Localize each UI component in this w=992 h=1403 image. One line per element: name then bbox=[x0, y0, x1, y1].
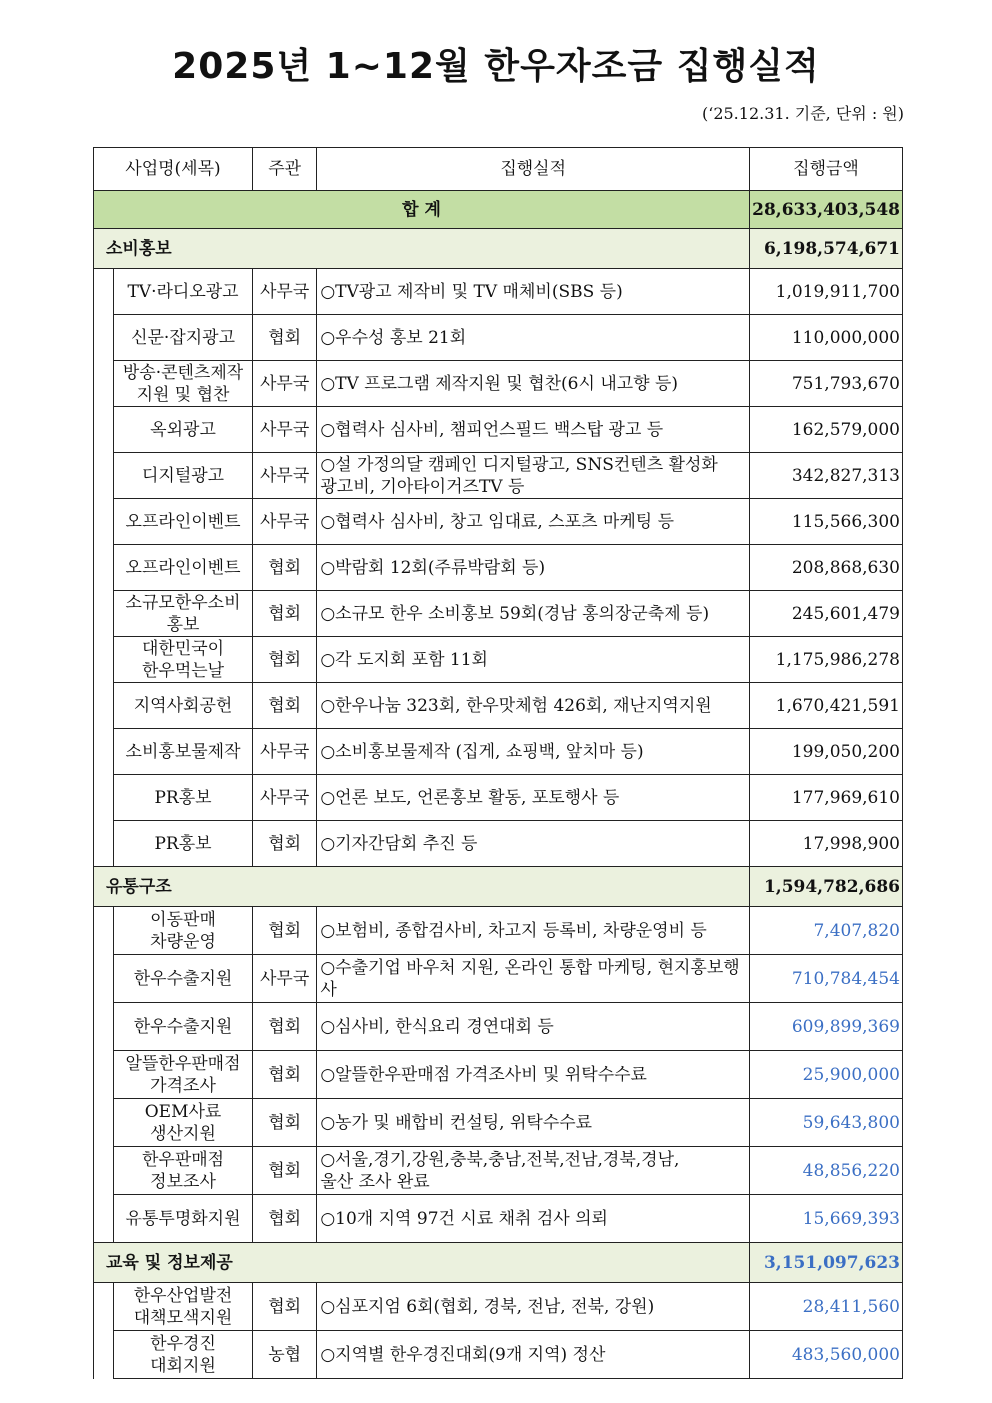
category-row bbox=[94, 867, 903, 907]
item-org: 협회 bbox=[252, 1099, 316, 1147]
item-amount: 1,175,986,278 bbox=[750, 637, 903, 683]
table-row bbox=[94, 1051, 903, 1099]
item-name: 옥외광고 bbox=[114, 407, 253, 453]
table-row bbox=[94, 591, 903, 637]
table-row bbox=[94, 683, 903, 729]
item-desc: ○TV 프로그램 제작지원 및 협찬(6시 내고향 등) bbox=[317, 361, 750, 407]
item-amount: 28,411,560 bbox=[750, 1283, 903, 1331]
category-row bbox=[94, 1243, 903, 1283]
item-org: 사무국 bbox=[252, 955, 316, 1003]
table-row bbox=[94, 361, 903, 407]
item-desc: ○심포지엄 6회(협회, 경북, 전남, 전북, 강원) bbox=[317, 1283, 750, 1331]
item-amount: 751,793,670 bbox=[750, 361, 903, 407]
item-name: 소규모한우소비 홍보 bbox=[114, 591, 253, 637]
item-desc: ○지역별 한우경진대회(9개 지역) 정산 bbox=[317, 1331, 750, 1379]
item-org: 협회 bbox=[252, 545, 316, 591]
page-title: 2025년 1~12월 한우자조금 집행실적 bbox=[172, 46, 820, 87]
item-org: 사무국 bbox=[252, 361, 316, 407]
item-amount: 162,579,000 bbox=[750, 407, 903, 453]
item-org: 사무국 bbox=[252, 453, 316, 499]
item-org: 협회 bbox=[252, 1051, 316, 1099]
table-row bbox=[94, 821, 903, 867]
table-row bbox=[94, 955, 903, 1003]
unit-note: (‘25.12.31. 기준, 단위 : 원) bbox=[701, 104, 904, 123]
category-amount: 3,151,097,623 bbox=[750, 1243, 903, 1283]
item-amount: 199,050,200 bbox=[750, 729, 903, 775]
item-desc: ○협력사 심사비, 창고 임대료, 스포츠 마케팅 등 bbox=[317, 499, 750, 545]
item-org: 협회 bbox=[252, 1147, 316, 1195]
item-desc: ○박람회 12회(주류박람회 등) bbox=[317, 545, 750, 591]
category-name: 교육 및 정보제공 bbox=[94, 1243, 750, 1283]
item-desc: ○보험비, 종합검사비, 차고지 등록비, 차량운영비 등 bbox=[317, 907, 750, 955]
item-name: 오프라인이벤트 bbox=[114, 499, 253, 545]
item-name: 한우수출지원 bbox=[114, 955, 253, 1003]
table-row bbox=[94, 775, 903, 821]
table-row bbox=[94, 545, 903, 591]
item-name: 지역사회공헌 bbox=[114, 683, 253, 729]
item-amount: 342,827,313 bbox=[750, 453, 903, 499]
item-org: 협회 bbox=[252, 637, 316, 683]
item-amount: 710,784,454 bbox=[750, 955, 903, 1003]
item-desc: ○언론 보도, 언론홍보 활동, 포토행사 등 bbox=[317, 775, 750, 821]
item-name: 오프라인이벤트 bbox=[114, 545, 253, 591]
item-org: 사무국 bbox=[252, 407, 316, 453]
item-org: 사무국 bbox=[252, 269, 316, 315]
item-name: TV·라디오광고 bbox=[114, 269, 253, 315]
item-name: 한우경진 대회지원 bbox=[114, 1331, 253, 1379]
item-amount: 48,856,220 bbox=[750, 1147, 903, 1195]
item-amount: 208,868,630 bbox=[750, 545, 903, 591]
table-row bbox=[94, 315, 903, 361]
total-label: 합 계 bbox=[94, 191, 750, 229]
item-org: 협회 bbox=[252, 907, 316, 955]
table-row bbox=[94, 729, 903, 775]
table-row bbox=[94, 907, 903, 955]
item-desc: ○알뜰한우판매점 가격조사비 및 위탁수수료 bbox=[317, 1051, 750, 1099]
item-org: 협회 bbox=[252, 1283, 316, 1331]
total-row bbox=[94, 191, 903, 229]
item-desc: ○각 도지회 포함 11회 bbox=[317, 637, 750, 683]
item-desc: ○수출기업 바우처 지원, 온라인 통합 마케팅, 현지홍보행사 bbox=[317, 955, 750, 1003]
item-amount: 7,407,820 bbox=[750, 907, 903, 955]
item-desc: ○기자간담회 추진 등 bbox=[317, 821, 750, 867]
item-desc: ○농가 및 배합비 컨설팅, 위탁수수료 bbox=[317, 1099, 750, 1147]
item-amount: 177,969,610 bbox=[750, 775, 903, 821]
item-org: 협회 bbox=[252, 683, 316, 729]
indent-cell bbox=[94, 1283, 114, 1379]
header-org: 주관 bbox=[252, 148, 316, 191]
item-amount: 115,566,300 bbox=[750, 499, 903, 545]
item-amount: 25,900,000 bbox=[750, 1051, 903, 1099]
table-row bbox=[94, 499, 903, 545]
item-desc: ○10개 지역 97건 시료 채취 검사 의뢰 bbox=[317, 1195, 750, 1243]
item-amount: 17,998,900 bbox=[750, 821, 903, 867]
table-row bbox=[94, 637, 903, 683]
table-body bbox=[94, 191, 903, 1379]
item-desc: ○TV광고 제작비 및 TV 매체비(SBS 등) bbox=[317, 269, 750, 315]
item-name: 신문·잡지광고 bbox=[114, 315, 253, 361]
item-amount: 1,670,421,591 bbox=[750, 683, 903, 729]
item-name: 유통투명화지원 bbox=[114, 1195, 253, 1243]
item-desc: ○우수성 홍보 21회 bbox=[317, 315, 750, 361]
item-desc: ○협력사 심사비, 챔피언스필드 백스탑 광고 등 bbox=[317, 407, 750, 453]
item-org: 협회 bbox=[252, 821, 316, 867]
item-desc: ○한우나눔 323회, 한우맛체험 426회, 재난지역지원 bbox=[317, 683, 750, 729]
category-amount: 6,198,574,671 bbox=[750, 229, 903, 269]
table-row bbox=[94, 453, 903, 499]
item-name: 방송·콘텐츠제작 지원 및 협찬 bbox=[114, 361, 253, 407]
item-name: 소비홍보물제작 bbox=[114, 729, 253, 775]
category-name: 유통구조 bbox=[94, 867, 750, 907]
item-org: 사무국 bbox=[252, 499, 316, 545]
item-amount: 59,643,800 bbox=[750, 1099, 903, 1147]
item-org: 협회 bbox=[252, 1195, 316, 1243]
item-desc: ○심사비, 한식요리 경연대회 등 bbox=[317, 1003, 750, 1051]
item-org: 사무국 bbox=[252, 775, 316, 821]
item-name: 이동판매 차량운영 bbox=[114, 907, 253, 955]
item-org: 협회 bbox=[252, 315, 316, 361]
table-row bbox=[94, 1195, 903, 1243]
item-name: 대한민국이 한우먹는날 bbox=[114, 637, 253, 683]
execution-table bbox=[93, 147, 903, 1379]
category-name: 소비홍보 bbox=[94, 229, 750, 269]
indent-cell bbox=[94, 907, 114, 1243]
header-name: 사업명(세목) bbox=[94, 148, 253, 191]
item-org: 사무국 bbox=[252, 729, 316, 775]
item-name: OEM사료 생산지원 bbox=[114, 1099, 253, 1147]
table-row bbox=[94, 1099, 903, 1147]
item-org: 농협 bbox=[252, 1331, 316, 1379]
item-name: 알뜰한우판매점 가격조사 bbox=[114, 1051, 253, 1099]
category-row bbox=[94, 229, 903, 269]
item-amount: 15,669,393 bbox=[750, 1195, 903, 1243]
table-row bbox=[94, 269, 903, 315]
header-amount: 집행금액 bbox=[750, 148, 903, 191]
total-amount: 28,633,403,548 bbox=[750, 191, 903, 229]
table-row bbox=[94, 407, 903, 453]
indent-cell bbox=[94, 269, 114, 867]
item-desc: ○서울,경기,강원,충북,충남,전북,전남,경북,경남, 울산 조사 완료 bbox=[317, 1147, 750, 1195]
item-amount: 483,560,000 bbox=[750, 1331, 903, 1379]
item-amount: 110,000,000 bbox=[750, 315, 903, 361]
item-name: 디지털광고 bbox=[114, 453, 253, 499]
item-amount: 245,601,479 bbox=[750, 591, 903, 637]
item-name: 한우산업발전 대책모색지원 bbox=[114, 1283, 253, 1331]
item-name: PR홍보 bbox=[114, 821, 253, 867]
item-amount: 1,019,911,700 bbox=[750, 269, 903, 315]
header-row bbox=[94, 148, 903, 191]
item-amount: 609,899,369 bbox=[750, 1003, 903, 1051]
item-name: PR홍보 bbox=[114, 775, 253, 821]
item-org: 협회 bbox=[252, 1003, 316, 1051]
table-row bbox=[94, 1147, 903, 1195]
category-amount: 1,594,782,686 bbox=[750, 867, 903, 907]
table-row bbox=[94, 1003, 903, 1051]
table-row bbox=[94, 1331, 903, 1379]
item-desc: ○소비홍보물제작 (집게, 쇼핑백, 앞치마 등) bbox=[317, 729, 750, 775]
item-desc: ○설 가정의달 캠페인 디지털광고, SNS컨텐츠 활성화 광고비, 기아타이거즈TV 등 bbox=[317, 453, 750, 499]
item-org: 협회 bbox=[252, 591, 316, 637]
item-name: 한우판매점 정보조사 bbox=[114, 1147, 253, 1195]
header-desc: 집행실적 bbox=[317, 148, 750, 191]
item-desc: ○소규모 한우 소비홍보 59회(경남 홍의장군축제 등) bbox=[317, 591, 750, 637]
item-name: 한우수출지원 bbox=[114, 1003, 253, 1051]
table-row bbox=[94, 1283, 903, 1331]
